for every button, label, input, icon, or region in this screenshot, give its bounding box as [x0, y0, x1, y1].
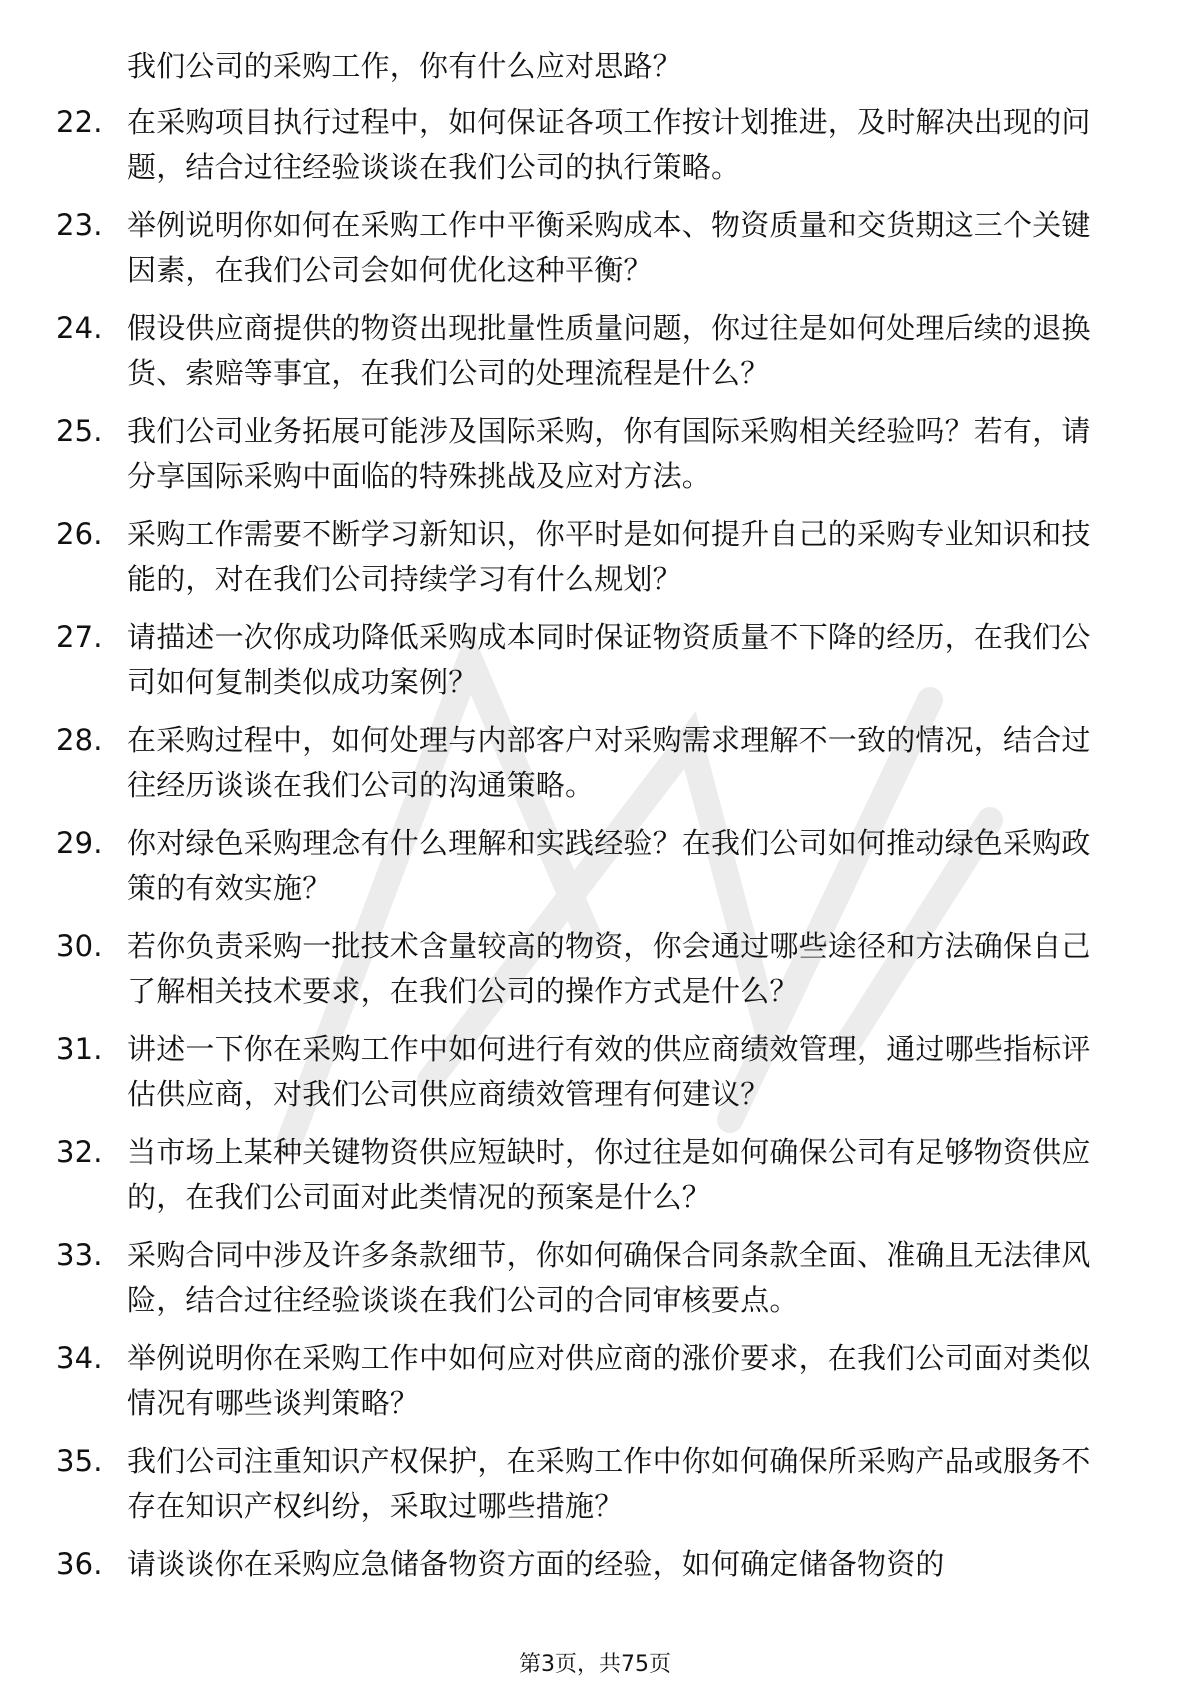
page-number-footer: 第3页，共75页: [519, 1652, 671, 1677]
question-item: [56, 1027, 1116, 1117]
question-number: 26.: [56, 517, 103, 551]
question-text: 采购合同中涉及许多条款细节，你如何确保合同条款全面、准确且无法律风险，结合过往经验谈谈在我们公司的合同审核要点。: [127, 1238, 1091, 1317]
question-text: 当市场上某种关键物资供应短缺时，你过往是如何确保公司有足够物资供应的，在我们公司面对此类情况的预案是什么？: [127, 1135, 1091, 1214]
question-item: [56, 203, 1116, 293]
question-text: 我们公司注重知识产权保护，在采购工作中你如何确保所采购产品或服务不存在知识产权纠纷，采取过哪些措施？: [127, 1444, 1091, 1523]
question-item: [56, 615, 1116, 705]
question-item: [56, 1233, 1116, 1323]
question-number: 36.: [56, 1547, 103, 1581]
question-item: [56, 821, 1116, 911]
question-item: [56, 1130, 1116, 1220]
question-text: 若你负责采购一批技术含量较高的物资，你会通过哪些途径和方法确保自己了解相关技术要求，在我们公司的操作方式是什么？: [127, 929, 1091, 1008]
question-text: 我们公司业务拓展可能涉及国际采购，你有国际采购相关经验吗？若有，请分享国际采购中面临的特殊挑战及应对方法。: [127, 414, 1091, 493]
question-item: [56, 100, 1116, 190]
question-text: 举例说明你在采购工作中如何应对供应商的涨价要求，在我们公司面对类似情况有哪些谈判策略？: [127, 1341, 1091, 1420]
question-number: 24.: [56, 311, 103, 345]
question-number: 30.: [56, 929, 103, 963]
question-text: 你对绿色采购理念有什么理解和实践经验？在我们公司如何推动绿色采购政策的有效实施？: [127, 826, 1091, 905]
question-item: [56, 1542, 1116, 1587]
question-number: 25.: [56, 414, 103, 448]
question-list: [56, 44, 1116, 1600]
question-text: 讲述一下你在采购工作中如何进行有效的供应商绩效管理，通过哪些指标评估供应商，对我们公司供应商绩效管理有何建议？: [127, 1032, 1091, 1111]
question-continuation: [56, 44, 1116, 89]
question-number: 27.: [56, 620, 103, 654]
question-text: 我们公司的采购工作，你有什么应对思路？: [127, 49, 682, 83]
question-number: 32.: [56, 1135, 103, 1169]
question-number: 23.: [56, 208, 103, 242]
question-number: 35.: [56, 1444, 103, 1478]
question-item: [56, 718, 1116, 808]
question-text: 假设供应商提供的物资出现批量性质量问题，你过往是如何处理后续的退换货、索赔等事宜，在我们公司的处理流程是什么？: [127, 311, 1091, 390]
question-item: [56, 924, 1116, 1014]
question-number: 29.: [56, 826, 103, 860]
question-text: 请谈谈你在采购应急储备物资方面的经验，如何确定储备物资的: [127, 1547, 945, 1581]
question-item: [56, 1439, 1116, 1529]
question-item: [56, 512, 1116, 602]
question-number: 22.: [56, 105, 103, 139]
question-number: 34.: [56, 1341, 103, 1375]
question-item: [56, 409, 1116, 499]
question-text: 采购工作需要不断学习新知识，你平时是如何提升自己的采购专业知识和技能的，对在我们公司持续学习有什么规划？: [127, 517, 1091, 596]
question-text: 在采购过程中，如何处理与内部客户对采购需求理解不一致的情况，结合过往经历谈谈在我们公司的沟通策略。: [127, 723, 1091, 802]
question-number: 28.: [56, 723, 103, 757]
question-item: [56, 306, 1116, 396]
question-text: 在采购项目执行过程中，如何保证各项工作按计划推进，及时解决出现的问题，结合过往经验谈谈在我们公司的执行策略。: [127, 105, 1091, 184]
question-number: 31.: [56, 1032, 103, 1066]
question-text: 举例说明你如何在采购工作中平衡采购成本、物资质量和交货期这三个关键因素，在我们公司会如何优化这种平衡？: [127, 208, 1091, 287]
question-number: 33.: [56, 1238, 103, 1272]
question-text: 请描述一次你成功降低采购成本同时保证物资质量不下降的经历，在我们公司如何复制类似成功案例？: [127, 620, 1091, 699]
question-item: [56, 1336, 1116, 1426]
